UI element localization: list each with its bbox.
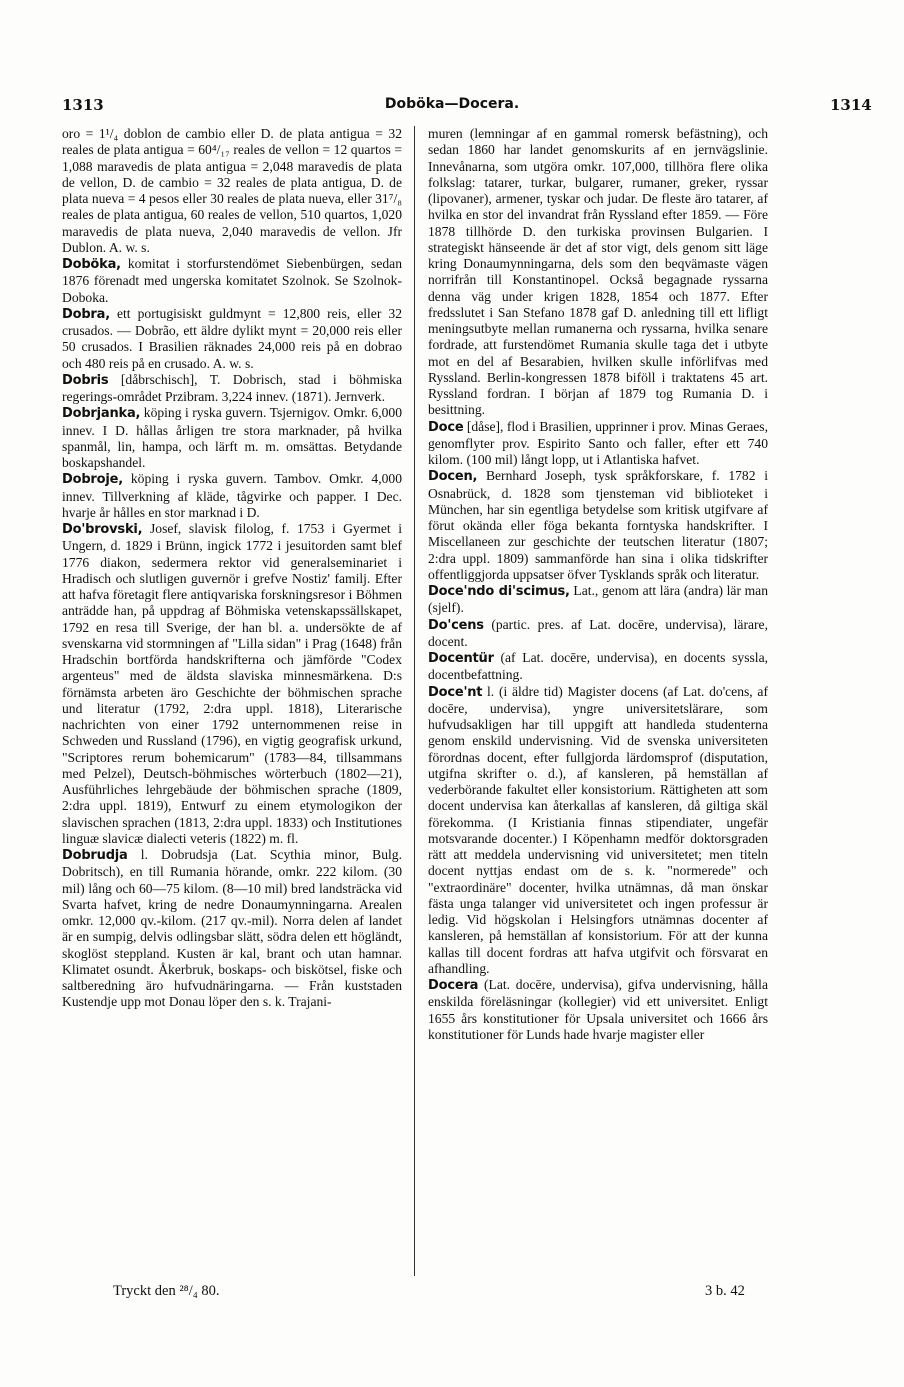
dictionary-entry bbox=[62, 471, 402, 521]
dictionary-entry bbox=[62, 847, 402, 1011]
dictionary-entry bbox=[428, 583, 768, 617]
left-column bbox=[62, 126, 402, 1281]
dictionary-entry bbox=[428, 650, 768, 684]
entry-headword: Docentür bbox=[428, 651, 494, 666]
entry-text: [dåbrschisch], T. Dobrisch, stad i böhmiska regerings-området Przibram. 3,224 innev. (1871). Jernverk. bbox=[62, 371, 402, 404]
entry-text: ett portugisiskt guldmynt = 12,800 reis, eller 32 crusados. — Dobrão, ett äldre dylikt mynt = 20,000 reis eller 50 crusados. I Brasilien räknades 24,000 reis på en dobrao och 480 reis på en crusado. A. w. s. bbox=[62, 305, 402, 371]
entry-text: oro = 1¹/₄ doblon de cambio eller D. de plata antigua = 32 reales de plata antigua = 60⁴/₁₇ reales de vellon = 12 quartos = 1,088 maravedis de plata antigua = 2,048 maravedis de plata de vellon, D. de cambio = 32 reales de plata antigua, D. de plata nueva = 4 pesos eller 30 reales de plata nueva, eller 31⁷/₈ reales de plata antigua, 60 reales de vellon, 510 quartos, 1,020 maravedis de plata nueva, 2,040 maravedis de vellon. Jfr Dublon. A. w. s. bbox=[62, 126, 402, 255]
dictionary-entry bbox=[62, 405, 402, 471]
footer-signature: 3 b. 42 bbox=[705, 1283, 745, 1299]
entry-text: Bernhard Joseph, tysk språkforskare, f. 1782 i Osnabrück, d. 1828 som tjensteman vid biblioteket i München, har sin egentliga betydelse som kritisk utgifvare af förut okända eller föga bekanta forntyska handskrifter. I Miscellaneen zur geschichte der teutschen literatur (1807; 2:dra uppl. 1809) sammanförde han sina i olika tidskrifter offentliggjorda uppsatser öfver Tysklands språk och literatur. bbox=[428, 468, 768, 582]
dictionary-entry bbox=[428, 419, 768, 469]
dictionary-entry bbox=[62, 372, 402, 406]
entry-headword: Docen, bbox=[428, 469, 478, 485]
entry-headword: Docera bbox=[428, 978, 479, 993]
dictionary-entry bbox=[428, 977, 768, 1043]
entry-headword: Do'brovski, bbox=[62, 522, 143, 537]
entry-text: (af Lat. docēre, undervisa), en docents syssla, docentbefattning. bbox=[428, 650, 768, 683]
entry-text: köping i ryska guvern. Tsjernigov. Omkr. 6,000 innev. I D. hållas årligen tre stora marknader, på hvilka spanmål, lin, hampa, och lärft m. m. omsättas. Betydande boskapshandel. bbox=[62, 405, 402, 470]
right-column bbox=[428, 126, 768, 1281]
dictionary-entry bbox=[428, 684, 768, 978]
entry-headword: Doce'nt bbox=[428, 684, 483, 700]
entry-headword: Dobroje, bbox=[62, 472, 123, 488]
column-divider bbox=[414, 126, 415, 1276]
entry-headword: Doböka, bbox=[62, 257, 121, 272]
entry-text: köping i ryska guvern. Tambov. Omkr. 4,000 innev. Tillverkning af kläde, tågvirke och papper. I Dec. hvarje år hålles en stor marknad i D. bbox=[62, 471, 402, 520]
entry-text: (partic. pres. af Lat. docēre, undervisa), lärare, docent. bbox=[428, 616, 768, 649]
entry-text: komitat i storfurstendömet Siebenbürgen, sedan 1876 förenadt med ungerska komitatet Szolnok. Se Szolnok-Doboka. bbox=[62, 256, 402, 305]
dictionary-entry bbox=[428, 468, 768, 583]
entry-headword: Doce bbox=[428, 419, 464, 435]
running-head: Doböka—Docera. bbox=[384, 96, 520, 112]
entry-text: [dåse], flod i Brasilien, upprinner i prov. Minas Geraes, genomflyter prov. Espirito Santo och faller, efter ett 740 kilom. (100 mil) långt lopp, ut i Atlantiska hafvet. bbox=[428, 418, 768, 467]
dictionary-entry bbox=[62, 306, 402, 372]
page-number-left: 1313 bbox=[62, 96, 104, 114]
entry-headword: Dobrjanka, bbox=[62, 406, 141, 422]
page-number-right: 1314 bbox=[830, 96, 872, 114]
entry-headword: Doce'ndo di'scimus, bbox=[428, 584, 570, 599]
entry-headword: Dobris bbox=[62, 372, 109, 388]
entry-text: muren (lemningar af en gammal romersk befästning), och sedan 1860 har landet genomskurits af en jernvägslinie. Innevånarna, som utgöra omkr. 107,000, tillhöra flere olika folkslag: tatarer, turkar, bulgarer, rumaner, greker, ryssar (lipovaner), armener, tyskar och judar. De fleste äro tatarer, af hvilka en stor del invandrat från Ryssland efter 1859. — Före 1878 tillhörde D. den turkiska provinsen Bulgarien. I strategiskt hänseende är det af stor vigt, dels genom sitt läge kring Donaumynningarna, dels som den beqvämaste vägen norrifrån till Konstantinopel. Också begagnade ryssarna denna väg under krigen 1828, 1854 och 1877. Efter fredsslutet i San Stefano 1878 gaf D. anledning till ett lifligt meningsutbyte mellan rumanerna och ryssarna, hvilka senare fordrade, att furstendömet Rumania skulle taga det i utbyte mot en del af Besarabien, hvilken skulle införlifvas med Ryssland. Berlin-kongressen 1878 biföll i traktatens 45 art. Ryssland fordran. I början af 1879 tog Rumania D. i besittning. bbox=[428, 126, 768, 418]
entry-headword: Do'cens bbox=[428, 617, 484, 633]
dictionary-entry bbox=[428, 617, 768, 651]
entry-text: Josef, slavisk filolog, f. 1753 i Gyermet i Ungern, d. 1829 i Brünn, ingick 1772 i jesuitorden samt blef 1776 diakon, sedermera rektor vid generalseminariet i Hradisch och slutligen guvernör i grefve Nostiz' familj. Efter att hafva företagit flere antiqvariska forskningsresor i Böhmen anträdde han, på uppdrag af Böhmiska vetenskapssällskapet, 1792 en resa till Sverige, der han bl. a. undersökte de af svenskarna vid stormningen af "Lilla sidan" i Prag (1648) från Hradschin bortförda handskrifterna och jämförde "Codex argenteus" med de äldsta slaviska minnesmärkena. D:s förnämsta arbeten äro Geschichte der böhmischen sprache und literatur (1792, 2:dra uppl. 1818), Literarische nachrichten von einer 1792 unternommenen reise in Schweden und Russland (1796), en vigtig geografisk urkund, "Scriptores rerum bohemicarum" (1783—84, tillsammans med Pelzel), Deutsch-böhmisches wörterbuch (1802—21), Ausführliches lehrgebäude der böhmischen sprache (1809, 2:dra uppl. 1819), Entwurf zu einem etymologikon der slavischen sprachen (1813, 2:dra uppl. 1833) och Institutiones linguæ slavicæ dialecti veteris (1822) m. fl. bbox=[62, 521, 402, 846]
dictionary-entry bbox=[62, 521, 402, 847]
entry-text: (Lat. docēre, undervisa), gifva undervisning, hålla enskilda föreläsningar (kollegier) vid ett universitet. Enligt 1655 års konstitutioner för Upsala universitet och 1666 års konstitutioner för Lunds hade hvarje magister eller bbox=[428, 977, 768, 1042]
entry-text: l. Dobrudsja (Lat. Scythia minor, Bulg. Dobritsch), en till Rumania hörande, omkr. 222 kilom. (30 mil) lång och 60—75 kilom. (8—10 mil) bred landsträcka vid Svarta hafvet, kring de nedre Donaumynningarna. Arealen omkr. 12,000 qv.-kilom. (217 qv.-mil). Norra delen af landet är en sumpig, delvis odlingsbar slätt, södra delen ett högländt, skoglöst steppland. Kusten är kal, brant och utan hamnar. Klimatet osundt. Åkerbruk, boskaps- och biskötsel, fiske och saltberedning äro hufvudnäringarna. — Från kuststaden Kustendje upp mot Donau löper den s. k. Trajani- bbox=[62, 847, 402, 1010]
dictionary-entry bbox=[428, 126, 768, 419]
entry-text: l. (i äldre tid) Magister docens (af Lat. do'cens, af docēre, undervisa), yngre universitetslärare, som hufvudsakligen har till uppgift att handleda studenterna genom enskild undervisning. Vid de svenska universiteten förordnas docent, efter fullgjorda lärdomsprof (disputation, utgifna skrifter o. d.), af kansleren, på hemställan af vederbörande fakultet eller konsistorium. Rättigheten att som docent undervisa kan återkallas af kansleren, då giltiga skäl förekomma. (I Kristiania finnas stipendiater, ungefär motsvarande docenter.) I Köpenhamn medför doktorsgraden rätt att meddela undervisning vid universitetet; men titeln docent nyttjas endast om de s. k. "normerede" och "extraordinäre" docenter, hvilka utnämnas, då man önskar fästa unga talanger vid universitetet och ingen professur är ledig. Vid högskolan i Helsingfors utnämnas docenter af kansleren, på hemställan af konsistorium. För att der kunna kallas till docent fordras att hafva utgifvit och försvarat en afhandling. bbox=[428, 683, 768, 976]
dictionary-entry bbox=[62, 256, 402, 306]
footer-printed-date: Tryckt den ²⁸/₄ 80. bbox=[113, 1283, 220, 1299]
dictionary-entry bbox=[62, 126, 402, 256]
entry-headword: Dobrudja bbox=[62, 848, 128, 863]
entry-headword: Dobra, bbox=[62, 306, 110, 322]
entry-text: Lat., genom att lära (andra) lär man (sjelf). bbox=[428, 583, 768, 616]
